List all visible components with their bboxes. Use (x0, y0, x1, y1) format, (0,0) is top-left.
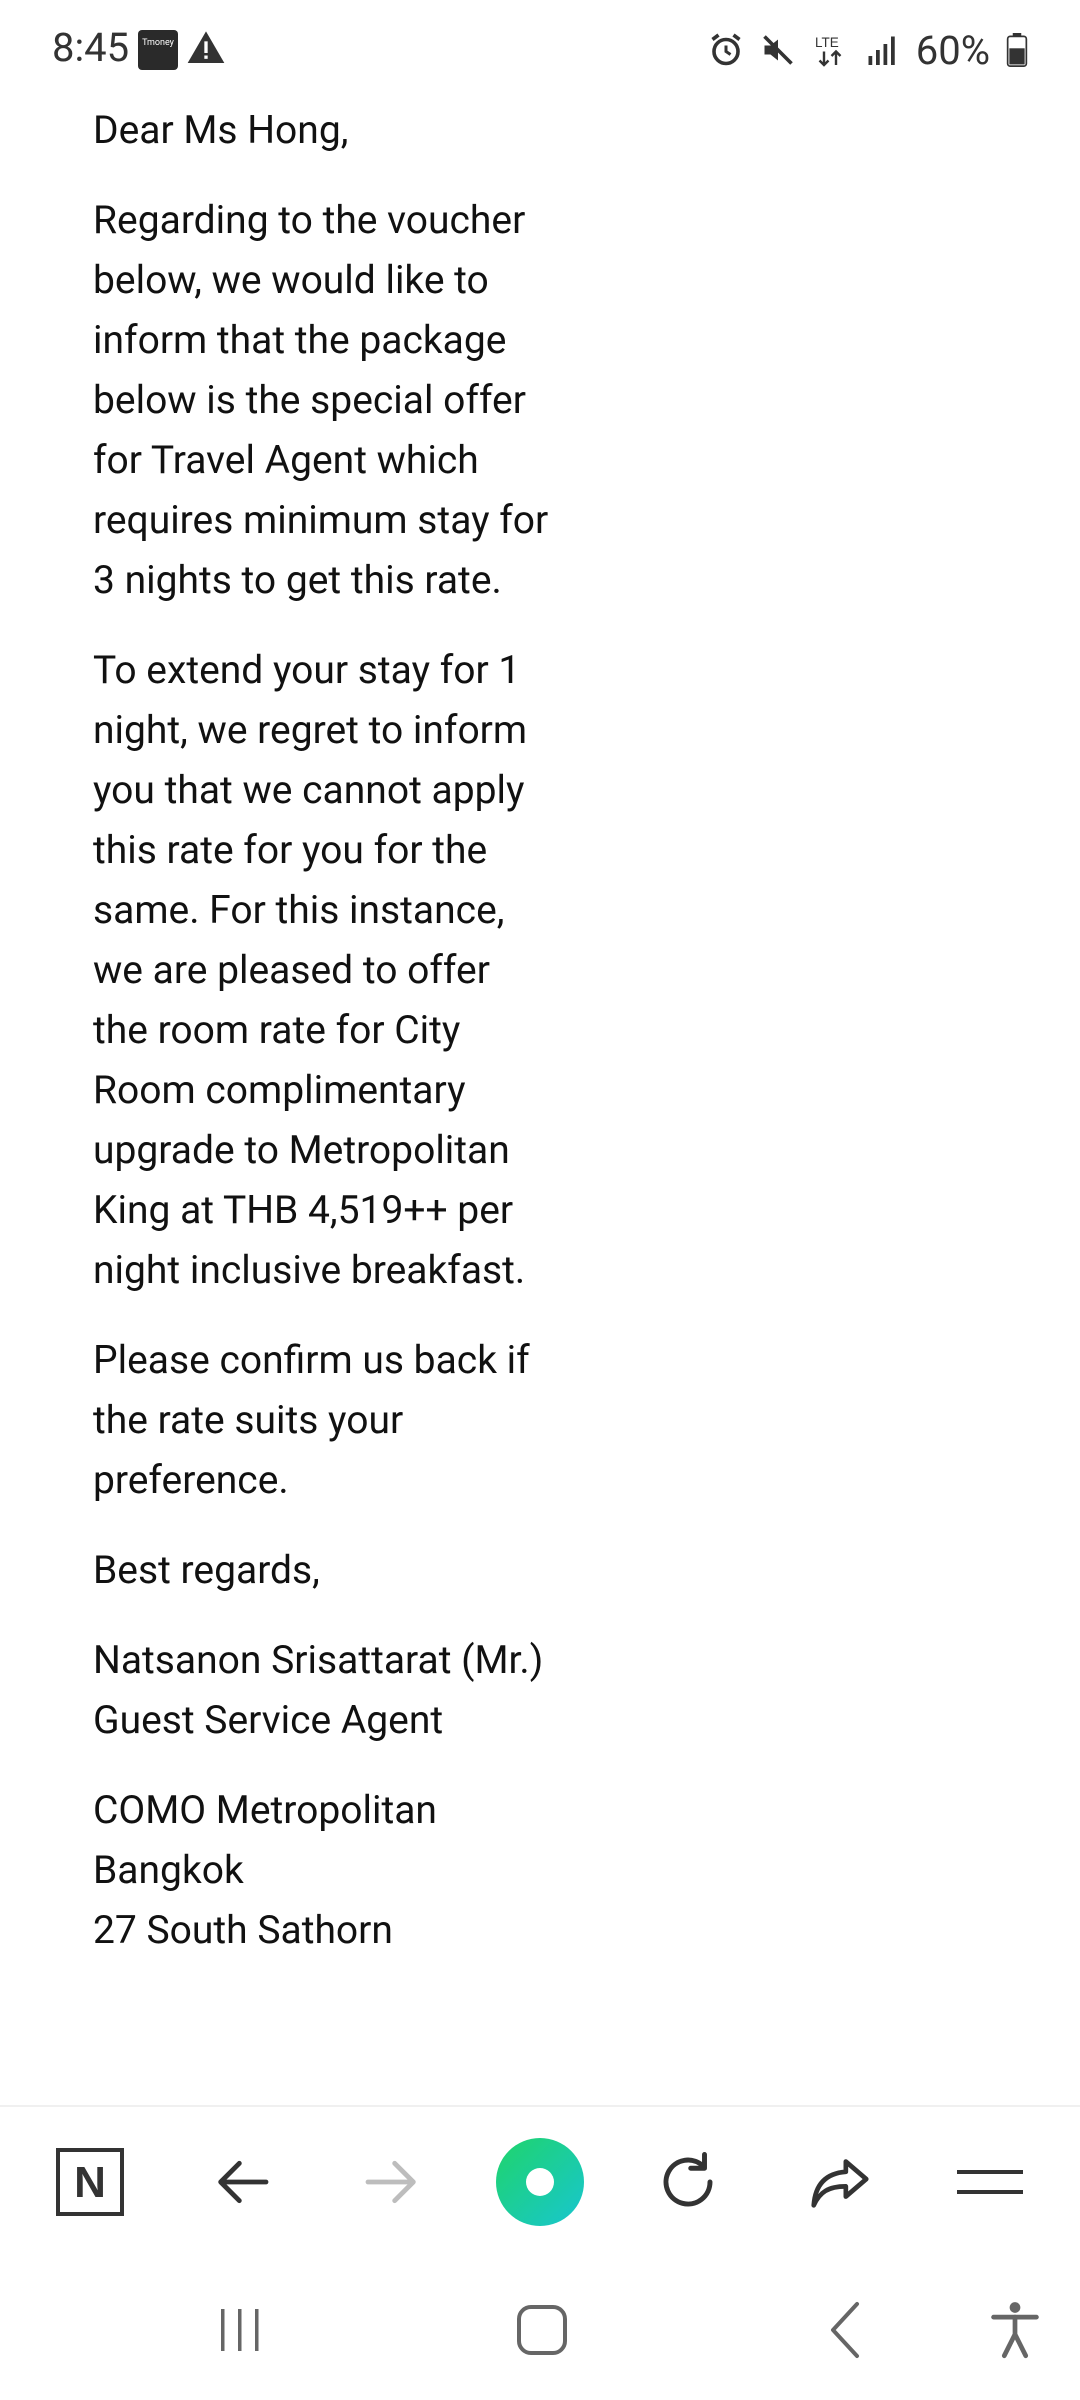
alarm-icon (708, 32, 744, 68)
hotel-address: 27 South Sathorn (93, 1907, 393, 1953)
forward-button[interactable] (342, 2132, 442, 2232)
naver-home-icon (55, 2147, 125, 2217)
refresh-icon (655, 2149, 721, 2215)
status-icons (708, 22, 1028, 78)
menu-button[interactable] (940, 2132, 1040, 2232)
refresh-button[interactable] (638, 2132, 738, 2232)
mute-icon (760, 32, 796, 68)
status-bar (0, 0, 1080, 100)
accessibility-icon (989, 2300, 1041, 2360)
recent-apps-icon (215, 2305, 265, 2355)
email-paragraph-2: To extend your stay for 1 night, we regret to inform you that we cannot apply this rate for you for the same. For this instance, we are pleased to offer the room rate for City Room complimentary upgrade to Metropolitan King at THB 4,519++ per night inclusive breakfast. (93, 647, 528, 1293)
email-paragraph-3: Please confirm us back if the rate suits your preference. (93, 1337, 530, 1503)
warning-icon (186, 28, 226, 68)
home-icon (515, 2303, 569, 2357)
svg-text:LTE: LTE (814, 35, 839, 50)
email-body (93, 100, 553, 2090)
share-button[interactable] (790, 2132, 890, 2232)
back-arrow-icon (210, 2150, 274, 2214)
status-time: 8:45 (52, 24, 130, 71)
recent-apps-button[interactable] (195, 2285, 285, 2375)
signature-name: Natsanon Srisattarat (Mr.) (93, 1637, 544, 1683)
back-nav-button[interactable] (800, 2285, 890, 2375)
green-dot-button[interactable] (490, 2132, 590, 2232)
battery-icon (1006, 33, 1028, 67)
battery-percent: 60% (915, 26, 990, 74)
lte-icon (812, 32, 848, 68)
forward-arrow-icon (360, 2150, 424, 2214)
signal-icon (864, 32, 900, 68)
email-paragraph-1: Regarding to the voucher below, we would like to inform that the package below is the special offer for Travel Agent which requires minimum stay for 3 nights to get this rate. (93, 197, 549, 603)
green-dot-icon (494, 2136, 586, 2228)
system-nav-bar (0, 2255, 1080, 2400)
email-greeting: Dear Ms Hong, (93, 107, 349, 153)
share-icon (805, 2147, 875, 2217)
svg-text:N: N (74, 2158, 106, 2207)
hotel-name: COMO Metropolitan Bangkok (93, 1787, 437, 1893)
tmoney-icon (138, 30, 178, 70)
naver-home-button[interactable] (40, 2132, 140, 2232)
back-icon (825, 2300, 865, 2360)
back-button[interactable] (192, 2132, 292, 2232)
home-button[interactable] (497, 2285, 587, 2375)
email-closing: Best regards, (93, 1547, 320, 1593)
browser-toolbar (0, 2105, 1080, 2257)
email-hotel-info (93, 1780, 553, 1960)
email-signature (93, 1630, 553, 1750)
accessibility-button[interactable] (970, 2285, 1060, 2375)
tmoney-label: Tmoney (142, 38, 174, 48)
signature-title: Guest Service Agent (93, 1697, 444, 1743)
menu-icon (955, 2162, 1025, 2202)
